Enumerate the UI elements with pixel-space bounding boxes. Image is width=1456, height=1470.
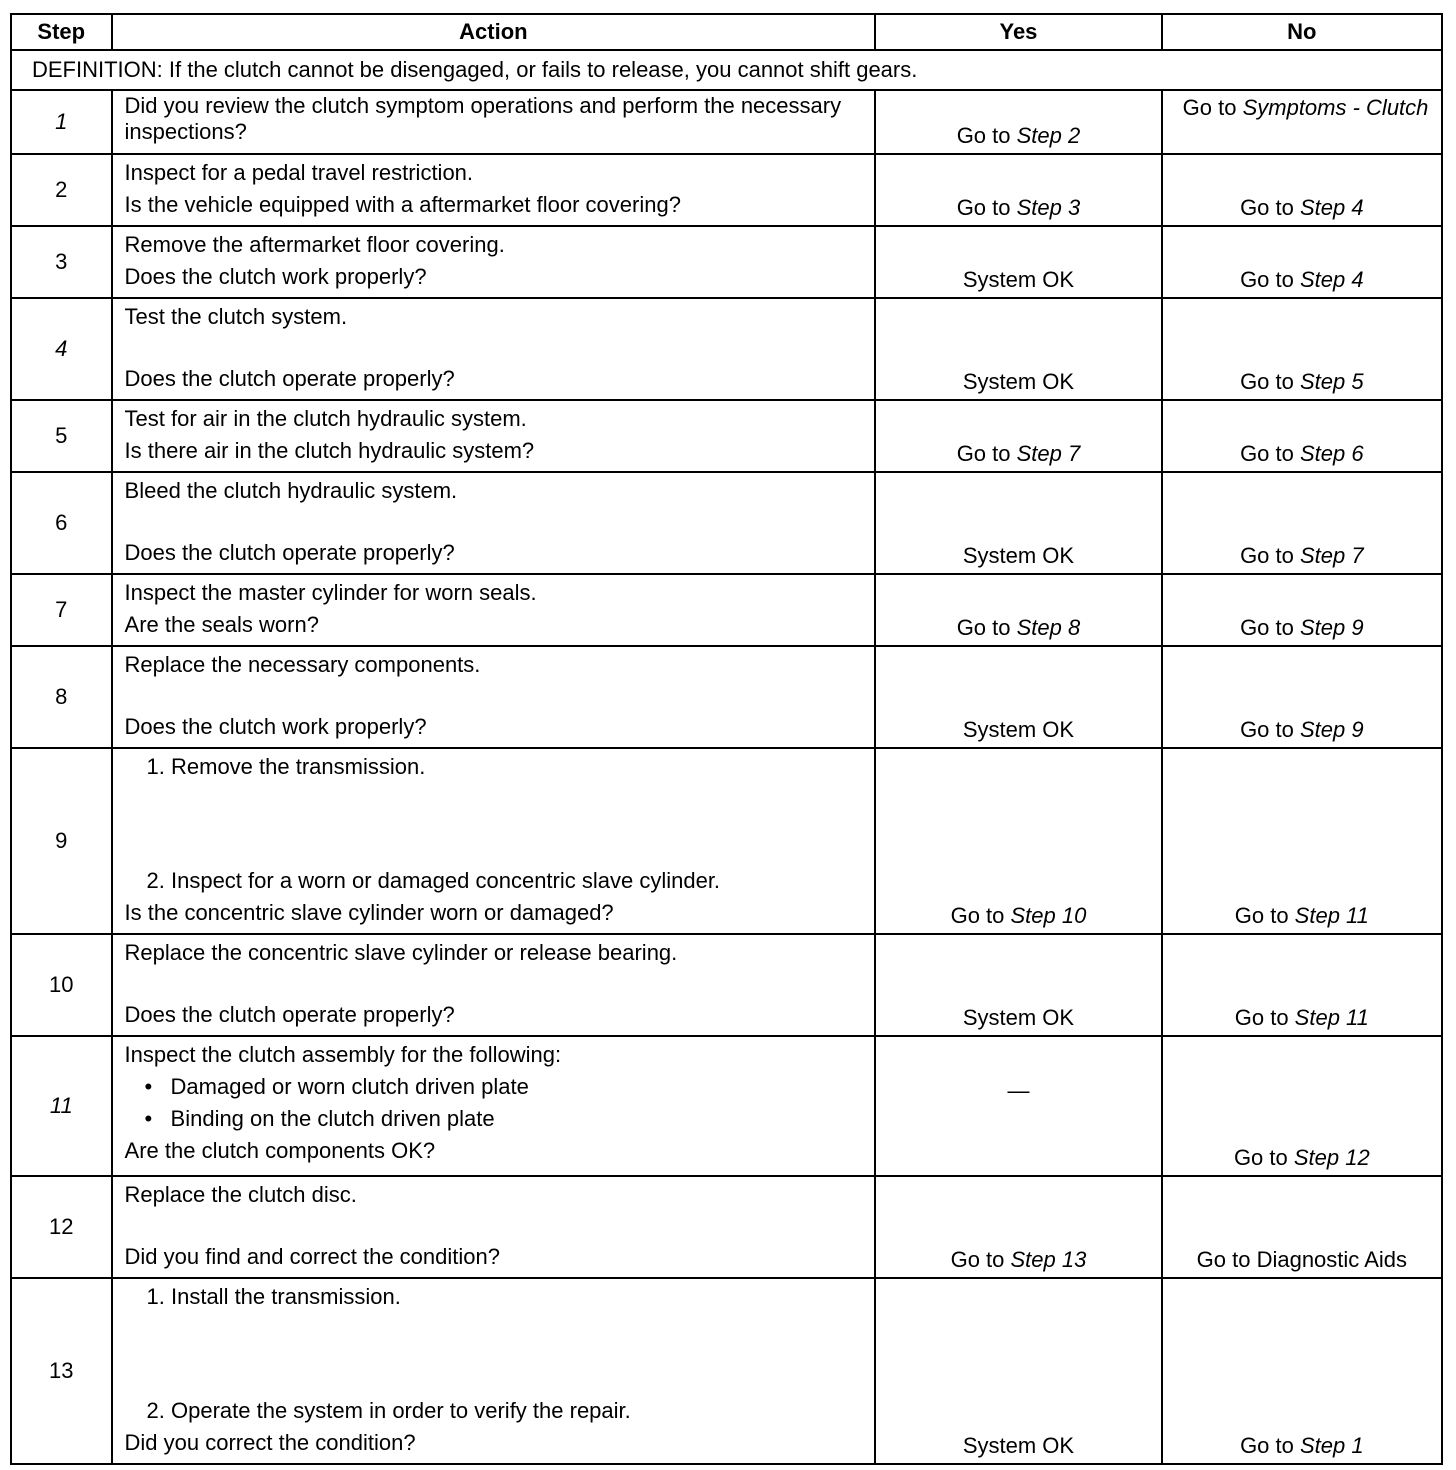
yes-cell (875, 400, 1161, 472)
step-link[interactable]: Step 7 (1016, 441, 1081, 466)
action-text: Inspect for a pedal travel restriction. (124, 160, 474, 185)
no-cell (1162, 226, 1442, 298)
yes-cell: System OK (875, 472, 1161, 574)
goto-text: Go to (956, 195, 1017, 220)
no-cell (1162, 1176, 1442, 1278)
bullet-item: • Binding on the clutch driven plate (125, 1103, 865, 1135)
step-link[interactable]: Step 4 (1299, 267, 1364, 292)
symptoms-link[interactable]: Symptoms - Clutch (1242, 95, 1429, 120)
diagnostic-table (10, 13, 1443, 1465)
table-row (11, 472, 1442, 574)
step-link[interactable]: Step 1 (1299, 1433, 1364, 1458)
step-number: 5 (11, 400, 112, 472)
no-cell (1162, 400, 1442, 472)
action-cell (112, 472, 876, 574)
question-text: Did you find and correct the condition? (124, 1244, 500, 1269)
action-text: Replace the clutch disc. (124, 1182, 357, 1207)
step-number: 7 (11, 574, 112, 646)
action-cell (112, 1176, 876, 1278)
goto-text: Go to (950, 1247, 1011, 1272)
action-cell (112, 574, 876, 646)
yes-cell: System OK (875, 646, 1161, 748)
definition-row (11, 50, 1442, 90)
yes-cell (875, 154, 1161, 226)
question-text: Does the clutch operate properly? (124, 366, 455, 391)
action-cell (112, 298, 876, 400)
yes-cell: System OK (875, 226, 1161, 298)
numbered-item: 2. Inspect for a worn or damaged concentric slave cylinder. (146, 868, 721, 893)
table-row (11, 298, 1442, 400)
action-cell (112, 400, 876, 472)
table-row (11, 226, 1442, 298)
step-number: 11 (11, 1036, 112, 1176)
action-text: Replace the concentric slave cylinder or release bearing. (124, 940, 678, 965)
no-cell (1162, 748, 1442, 934)
goto-text: Go to (1240, 615, 1300, 640)
table-row (11, 934, 1442, 1036)
step-link[interactable]: Step 3 (1016, 195, 1081, 220)
diagnostic-aids-link[interactable]: Go to Diagnostic Aids (1196, 1247, 1407, 1272)
step-link[interactable]: Step 9 (1299, 615, 1364, 640)
yes-cell (875, 574, 1161, 646)
numbered-item: 2. Operate the system in order to verify the repair. (146, 1398, 631, 1423)
question-text: Is the vehicle equipped with a aftermarket floor covering? (124, 192, 681, 217)
question-text: Does the clutch work properly? (124, 714, 427, 739)
table-row (11, 1036, 1442, 1176)
question-text: Does the clutch operate properly? (124, 1002, 455, 1027)
goto-text: Go to (1240, 267, 1300, 292)
step-number: 8 (11, 646, 112, 748)
table-row (11, 646, 1442, 748)
table-row (11, 154, 1442, 226)
header-row (11, 14, 1442, 50)
yes-cell: System OK (875, 934, 1161, 1036)
action-cell (112, 1036, 876, 1176)
action-text: Did you review the clutch symptom operations and perform the necessary inspections? (124, 93, 842, 144)
no-cell (1162, 1036, 1442, 1176)
header-step: Step (11, 14, 112, 50)
action-cell (112, 90, 876, 154)
question-text: Are the clutch components OK? (124, 1138, 436, 1163)
numbered-item: 1. Install the transmission. (146, 1284, 401, 1309)
goto-text: Go to (1233, 1145, 1294, 1170)
goto-text: Go to (956, 615, 1017, 640)
goto-text: Go to (956, 441, 1017, 466)
header-no: No (1162, 14, 1442, 50)
action-cell (112, 1278, 876, 1464)
step-number: 12 (11, 1176, 112, 1278)
action-text: Remove the aftermarket floor covering. (124, 232, 505, 257)
action-text: Replace the necessary components. (124, 652, 481, 677)
step-link[interactable]: Step 2 (1016, 123, 1081, 148)
numbered-item: 1. Remove the transmission. (146, 754, 426, 779)
no-cell (1162, 154, 1442, 226)
goto-text: Go to (1234, 903, 1295, 928)
question-text: Is there air in the clutch hydraulic system? (124, 438, 535, 463)
goto-text: Go to (1240, 1433, 1300, 1458)
yes-cell: System OK (875, 298, 1161, 400)
yes-cell (875, 1176, 1161, 1278)
definition-text: DEFINITION: If the clutch cannot be disengaged, or fails to release, you cannot shift gears. (11, 50, 1442, 90)
goto-text: Go to (1240, 195, 1300, 220)
step-link[interactable]: Step 6 (1299, 441, 1364, 466)
step-number: 2 (11, 154, 112, 226)
step-link[interactable]: Step 7 (1299, 543, 1364, 568)
no-cell (1162, 298, 1442, 400)
header-yes: Yes (875, 14, 1161, 50)
yes-cell (875, 90, 1161, 154)
no-cell (1162, 646, 1442, 748)
step-number: 3 (11, 226, 112, 298)
action-cell (112, 646, 876, 748)
step-number: 4 (11, 298, 112, 400)
step-number: 9 (11, 748, 112, 934)
action-text: Test for air in the clutch hydraulic system. (124, 406, 527, 431)
action-text: Bleed the clutch hydraulic system. (124, 478, 458, 503)
step-link[interactable]: Step 5 (1299, 369, 1364, 394)
goto-text: Go to (950, 903, 1011, 928)
goto-text: Go to (1240, 717, 1300, 742)
question-text: Does the clutch operate properly? (124, 540, 455, 565)
question-text: Does the clutch work properly? (124, 264, 427, 289)
step-number: 13 (11, 1278, 112, 1464)
no-cell (1162, 1278, 1442, 1464)
table-row (11, 748, 1442, 934)
table-row (11, 1176, 1442, 1278)
question-text: Did you correct the condition? (124, 1430, 416, 1455)
action-text: Test the clutch system. (124, 304, 348, 329)
goto-text: Go to (1234, 1005, 1295, 1030)
action-cell (112, 154, 876, 226)
no-cell (1162, 934, 1442, 1036)
no-cell (1162, 472, 1442, 574)
question-text: Is the concentric slave cylinder worn or damaged? (124, 900, 614, 925)
step-link[interactable]: Step 11 (1294, 1005, 1369, 1030)
action-cell (112, 226, 876, 298)
step-number: 10 (11, 934, 112, 1036)
step-link[interactable]: Step 9 (1299, 717, 1364, 742)
goto-text: Go to (1182, 95, 1243, 120)
table-row (11, 1278, 1442, 1464)
no-cell (1162, 574, 1442, 646)
step-link[interactable]: Step 10 (1010, 903, 1087, 928)
yes-cell (875, 748, 1161, 934)
action-text: Inspect the clutch assembly for the following: (124, 1042, 562, 1067)
header-action: Action (112, 14, 876, 50)
no-cell (1162, 90, 1442, 154)
step-link[interactable]: Step 11 (1294, 903, 1369, 928)
yes-cell: System OK (875, 1278, 1161, 1464)
table-row (11, 90, 1442, 154)
goto-text: Go to (956, 123, 1017, 148)
step-link[interactable]: Step 13 (1010, 1247, 1087, 1272)
goto-text: Go to (1240, 543, 1300, 568)
step-link[interactable]: Step 4 (1299, 195, 1364, 220)
table-row (11, 574, 1442, 646)
action-text: Inspect the master cylinder for worn seals. (124, 580, 537, 605)
question-text: Are the seals worn? (124, 612, 319, 637)
goto-text: Go to (1240, 369, 1300, 394)
goto-text: Go to (1240, 441, 1300, 466)
action-cell (112, 748, 876, 934)
bullet-item: • Damaged or worn clutch driven plate (125, 1071, 865, 1103)
step-link[interactable]: Step 8 (1016, 615, 1081, 640)
step-link[interactable]: Step 12 (1293, 1145, 1370, 1170)
table-row (11, 400, 1442, 472)
step-number: 6 (11, 472, 112, 574)
yes-cell: — (875, 1036, 1161, 1176)
action-cell (112, 934, 876, 1036)
step-number: 1 (11, 90, 112, 154)
